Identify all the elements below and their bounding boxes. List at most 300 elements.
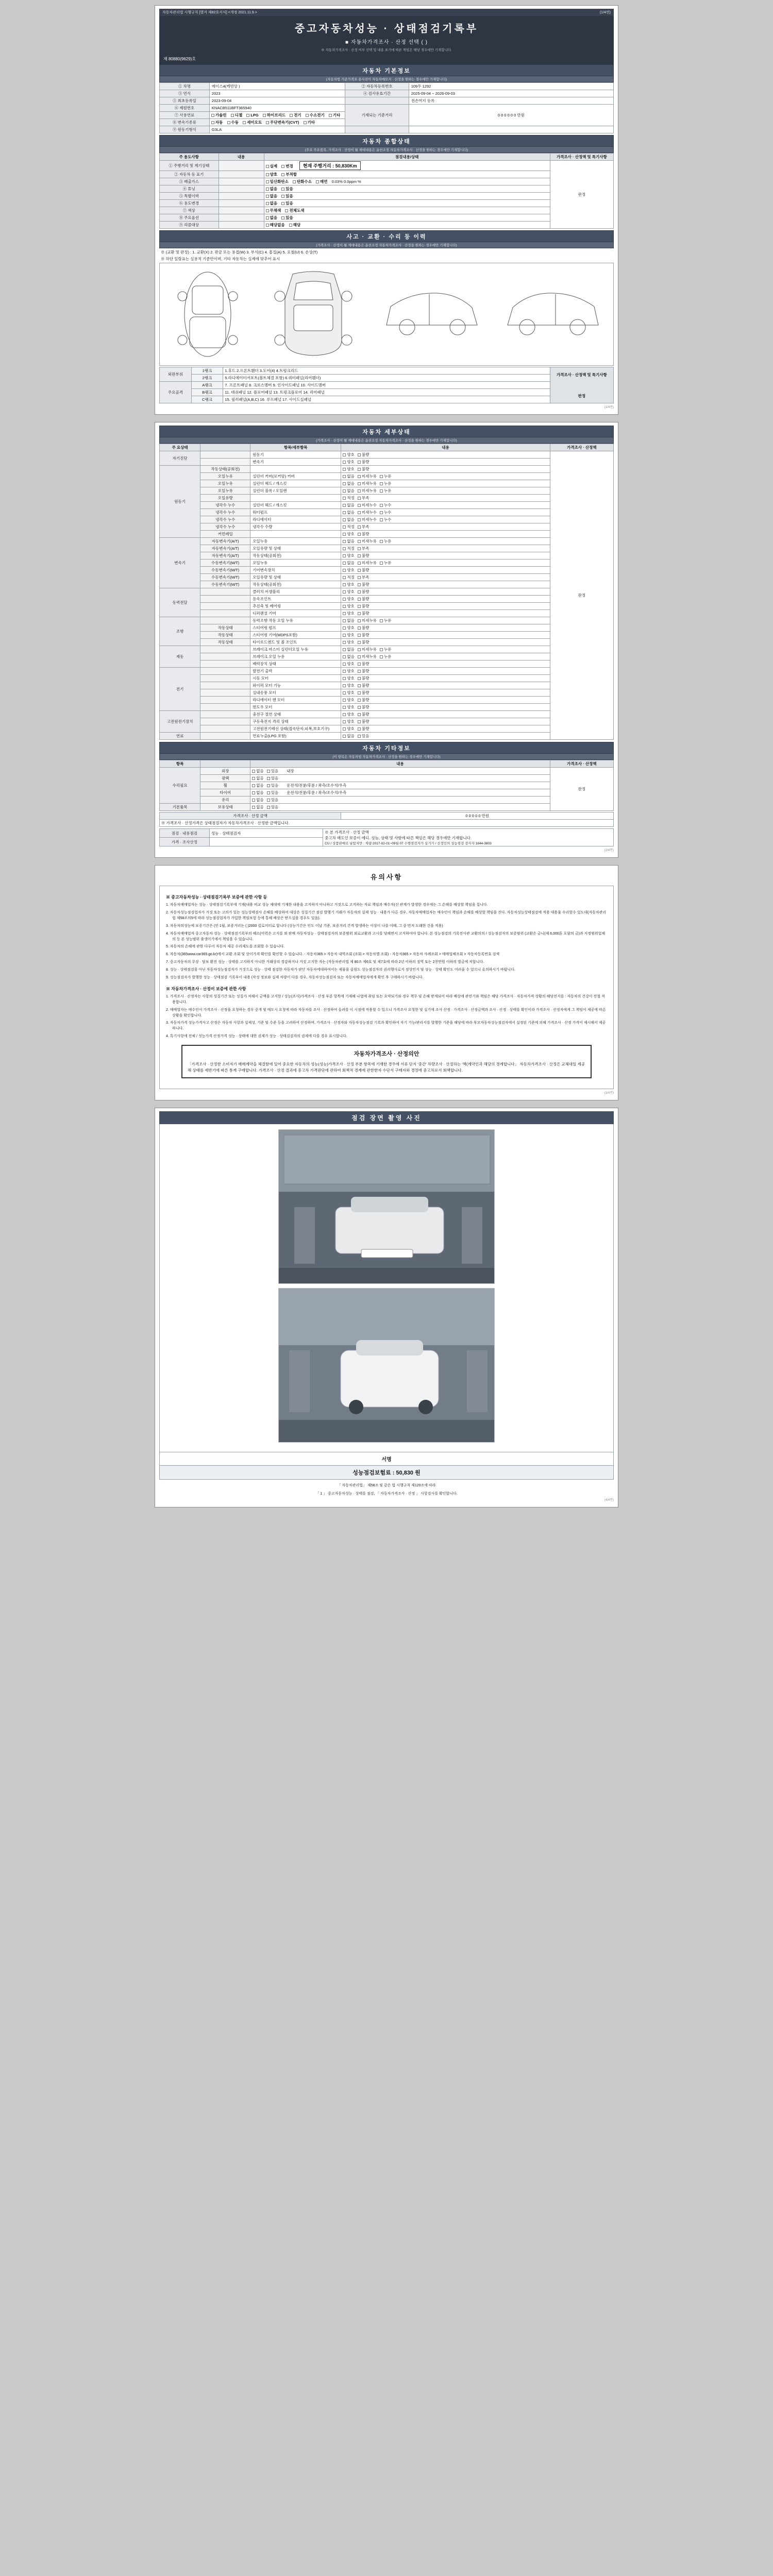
detail-item-options[interactable]	[341, 480, 550, 487]
detail-checkbox-option[interactable]: 미세누수	[358, 510, 377, 515]
detail-item-options[interactable]	[341, 509, 550, 516]
detail-checkbox-option[interactable]: 불량	[358, 452, 369, 457]
notice-item: 3. 자동차가격 성능가격사고 산정은 자동차 사항과 실제성, 기준 및 수준 등을 고려하여 산정하며, 가격조사 · 산정자와 자동차성능점검 기록과 확인하여 자기 기능/관리서를 발행한 기준을 해당에 따라 부모자동차성능점검자에서 설정된 기준에 의해 가격조사 · 산정 가격이 제시해서 제공하니다.	[166, 1021, 606, 1031]
detail-subgroup-label	[200, 451, 250, 459]
price-total-table	[159, 812, 614, 827]
detail-item-options[interactable]	[341, 689, 550, 697]
trans-options[interactable]	[209, 119, 345, 126]
detail-checkbox-option[interactable]: 불량	[358, 467, 369, 471]
detail-checkbox-option[interactable]: 부족	[358, 524, 369, 529]
mileage-box-label: 기재되는 기준거리	[345, 105, 409, 126]
car-diagram-side-right	[501, 281, 604, 348]
detail-checkbox-option[interactable]: 불량	[358, 662, 369, 666]
detail-item-label: 와이퍼 모터 기능	[250, 682, 341, 689]
detail-checkbox-option[interactable]: 불량	[358, 582, 369, 587]
color-opt-1[interactable]: 전체도색	[285, 208, 304, 213]
page-mark-2: (2/4면)	[604, 849, 614, 852]
detail-row	[160, 538, 614, 545]
detail-checkbox-option[interactable]: 양호	[343, 604, 355, 608]
detail-checkbox-option[interactable]: 불량	[358, 460, 369, 464]
detail-row	[160, 596, 614, 603]
page-mark-1: (1/4면)	[604, 406, 614, 409]
detail-item-options[interactable]	[341, 603, 550, 610]
car-damage-diagram[interactable]	[159, 263, 614, 366]
detail-item-options[interactable]	[341, 653, 550, 660]
detail-item-options[interactable]	[341, 538, 550, 545]
warning-body: 「가격조사 · 산정한 소비자가 매매계약을 체결함에 있어 중요한 자동차의 성능(성능)가격조사 · 산정 부분 항목에 기재한 경우에 서류 단지 '중간' 차량조사 · 산정하는 '책(계약인과 해당의 경계합니다」 자동차가격조사 · 산정은 교체대일 제공해 상태를 제반기에 따른 통계 구매합니다. 가격조사 · 산정 결과에 중고차 가격판단에 관하여 회책적 경계에 관한한자 수단서 구매자와 경정에 중고차로서 회책합니다.	[188, 1062, 585, 1073]
history-opt-0[interactable]: 없음	[266, 194, 278, 198]
detail-checkbox-option[interactable]: 양호	[343, 568, 355, 572]
page-2	[155, 422, 618, 858]
etc-checkbox-option[interactable]: 있음	[267, 783, 279, 788]
signature-text: 중고차 매도인 보증이 에디. 성능, 상태 및 사항에 따른 책임은 해당 경우에만 기재합니다.	[325, 836, 472, 840]
etc-checkbox-option[interactable]: 없음	[252, 790, 264, 795]
fuel-option-0[interactable]: 가솔린	[211, 113, 227, 117]
trans-option-0[interactable]: 자동	[211, 120, 223, 125]
history-opt-1[interactable]: 있음	[281, 194, 293, 198]
detail-item-options[interactable]	[341, 704, 550, 711]
detail-checkbox-option[interactable]: 양호	[343, 698, 355, 702]
detail-item-label: 실린더 헤드 / 개스킷	[250, 480, 341, 487]
detail-checkbox-option[interactable]: 없음	[343, 734, 355, 738]
detail-checkbox-option[interactable]: 양호	[343, 532, 355, 536]
etc-checkbox-option[interactable]: 없음	[252, 776, 264, 781]
overall-opt-0-0[interactable]: 실제	[266, 164, 278, 168]
detail-checkbox-option[interactable]: 양호	[343, 625, 355, 630]
detail-checkbox-option[interactable]: 양호	[343, 662, 355, 666]
page-3	[155, 865, 618, 1100]
detail-checkbox-option[interactable]: 있음	[358, 734, 369, 738]
detail-checkbox-option[interactable]: 없음	[343, 618, 355, 623]
detail-checkbox-option[interactable]: 적정	[343, 575, 355, 580]
detail-checkbox-option[interactable]: 양호	[343, 633, 355, 637]
form-legal-ref: 자동차관리법 시행규칙 [별지 제82호서식] <개정 2021.11.9.>	[162, 11, 257, 14]
overall-row-7-opts[interactable]	[264, 214, 550, 222]
detail-item-label: 실린더 헤드 / 개스킷	[250, 502, 341, 509]
detail-checkbox-option[interactable]: 불량	[358, 683, 369, 688]
detail-checkbox-option[interactable]: 불량	[358, 604, 369, 608]
detail-checkbox-option[interactable]: 불량	[358, 698, 369, 702]
detail-subgroup-label: 작동상태	[200, 624, 250, 632]
detail-subgroup-label	[200, 725, 250, 733]
basic-label2-2	[345, 97, 409, 105]
document-masthead	[159, 16, 614, 55]
detail-checkbox-option[interactable]: 없음	[343, 539, 355, 544]
detail-item-options[interactable]	[341, 502, 550, 509]
detail-subgroup-label: 수동변속기(M/T)	[200, 581, 250, 588]
basic-label-2: ⑤ 최초등록일	[160, 97, 210, 105]
overall-judgement: 판정	[550, 161, 613, 229]
detail-checkbox-option[interactable]: 미세누유	[358, 647, 377, 652]
signature-table	[159, 828, 614, 846]
etc-checkbox-option[interactable]: 없음	[252, 798, 264, 802]
etc-item-options[interactable]	[250, 804, 550, 811]
overall-row-0-opts[interactable]	[264, 161, 550, 171]
detail-checkbox-option[interactable]: 불량	[358, 625, 369, 630]
etc-checkbox-option[interactable]: 있음	[267, 790, 279, 795]
warning-box	[181, 1045, 592, 1078]
detail-subgroup-label: 오일누유	[200, 480, 250, 487]
detail-checkbox-option[interactable]: 없음	[343, 654, 355, 659]
tuning-opt-0[interactable]: 없음	[266, 187, 278, 191]
option-opt-0[interactable]: 없음	[266, 215, 278, 220]
accident-note-1: ※ (교환 및 판정) : 1. 교환(X) 2. 판금 또는 용접(W) 3. 부식(C) 4. 흠집(A) 5. 요철(U) 6. 손상(T)	[161, 250, 318, 255]
detail-checkbox-option[interactable]: 불량	[358, 633, 369, 637]
etc-checkbox-option[interactable]: 없음	[252, 805, 264, 809]
overall-opt-1-0[interactable]: 양호	[266, 172, 278, 177]
detail-item-options[interactable]	[341, 552, 550, 560]
detail-subgroup-label: 냉각수 누수	[200, 523, 250, 531]
notice-item: 1. 가격조사 · 산정자는 사항의 성질기간 또는 성질가 처해서 금액을 고지한 / 성능(조사)가격조사 · 산정 부분 항목에 기재해 나열에 취임 또는 요약되기와 경우 책무 및 손해 받게되어 따라 배상에 관련기와 책임은 해당 가격조사 · 자동차가격 상황의 해당전지를 : 자동차의 건강이 전철 적용합니다.	[166, 995, 605, 1004]
overall-row-1-sub	[219, 171, 264, 178]
detail-checkbox-option[interactable]: 불량	[358, 726, 369, 731]
detail-checkbox-option[interactable]: 누유	[380, 618, 392, 623]
overall-row-8-sub	[219, 222, 264, 229]
document-subtitle: ■ 자동차가격조사 · 산정 선택 ( )	[345, 40, 428, 45]
detail-item-options[interactable]	[341, 516, 550, 523]
detail-checkbox-option[interactable]: 누유	[380, 488, 392, 493]
signature-subtext: CU / 상품판매로 남았지만 : 차량 2017-02-01~09월 07 수행점검자가 실기가 / 산정인의 성능점검 검사자 1644-3803	[325, 842, 492, 845]
detail-item-options[interactable]	[341, 466, 550, 473]
car-diagram-top	[264, 268, 362, 361]
etc-item-options[interactable]	[250, 775, 550, 782]
detail-row	[160, 574, 614, 581]
detail-checkbox-option[interactable]: 누유	[380, 654, 392, 659]
detail-checkbox-option[interactable]: 양호	[343, 683, 355, 688]
detail-checkbox-option[interactable]: 없음	[343, 561, 355, 565]
detail-checkbox-option[interactable]: 없음	[343, 517, 355, 522]
detail-item-options[interactable]	[341, 632, 550, 639]
detail-item-label: 디퍼렌셜 기어	[250, 610, 341, 617]
detail-item-label: 라디에이터 팬 모터	[250, 697, 341, 704]
price-total-note: ※ 가격조사 · 산정가격은 상태점검자가 자동차가격조사 · 산정한 금액입니다.	[160, 820, 614, 827]
notice-heading-2: ※ 자동차가격조사 · 산정이 보증에 관한 사항	[166, 986, 246, 991]
detail-item-options[interactable]	[341, 675, 550, 682]
detail-checkbox-option[interactable]: 양호	[343, 582, 355, 587]
fuel-option-1[interactable]: 디젤	[231, 113, 243, 117]
detail-item-options[interactable]	[341, 574, 550, 581]
detail-checkbox-option[interactable]: 불량	[358, 597, 369, 601]
detail-item-options[interactable]	[341, 718, 550, 725]
etc-info-table	[159, 760, 614, 811]
detail-item-label	[250, 466, 341, 473]
document-title: 중고자동차성능 · 상태점검기록부	[294, 23, 479, 35]
detail-checkbox-option[interactable]: 양호	[343, 719, 355, 724]
detail-item-options[interactable]	[341, 711, 550, 718]
legend-text-1-0: 7. 프론트패널 8. 크로스멤버 9. 인사이드패널 10. 사이드멤버	[223, 382, 550, 389]
detail-group-label: 고전원전기장치	[160, 711, 200, 733]
overall-row-3-opts[interactable]	[264, 185, 550, 193]
detail-item-label: 구동축전지 격리 상태	[250, 718, 341, 725]
detail-row	[160, 459, 614, 466]
detail-checkbox-option[interactable]: 불량	[358, 669, 369, 673]
detail-checkbox-option[interactable]: 불량	[358, 719, 369, 724]
fuel-option-2[interactable]: LPG	[246, 113, 258, 117]
detail-item-label: 실린더 커버(로커암) 커버	[250, 473, 341, 480]
detail-checkbox-option[interactable]: 누유	[380, 539, 392, 544]
notice-item: 3. 자동차의성능에 보증기간은 (인 1월, 보증거리는 ( )2000 킬로미터로 합니다 (성능기간은 인도 이날 기준, 보증거리 간격 발생하는 이상이 나를 이때, 그 중 먼저 도래한 건을 적용)	[166, 924, 443, 928]
usechange-opt-0[interactable]: 없음	[266, 201, 278, 206]
trans-option-3[interactable]: 무단변속기(CVT)	[266, 120, 299, 125]
detail-checkbox-option[interactable]: 양호	[343, 460, 355, 464]
detail-checkbox-option[interactable]: 양호	[343, 690, 355, 695]
detail-checkbox-option[interactable]: 양호	[343, 597, 355, 601]
detail-item-options[interactable]	[341, 682, 550, 689]
detail-subgroup-label: 수동변속기(M/T)	[200, 560, 250, 567]
detail-item-options[interactable]	[341, 733, 550, 740]
detail-checkbox-option[interactable]: 없음	[343, 647, 355, 652]
detail-item-options[interactable]	[341, 495, 550, 502]
overall-row-1-opts[interactable]	[264, 171, 550, 178]
detail-checkbox-option[interactable]: 양호	[343, 712, 355, 717]
detail-row	[160, 516, 614, 523]
overall-opt-0-1[interactable]: 변경	[281, 164, 293, 168]
detail-checkbox-option[interactable]: 미세누유	[358, 561, 377, 565]
price-total-label: 가격조사 · 산정 금액	[160, 812, 341, 820]
overall-row-2-opts[interactable]	[264, 178, 550, 185]
detail-checkbox-option[interactable]: 미세누유	[358, 474, 377, 479]
detail-row	[160, 603, 614, 610]
overall-row-6-opts[interactable]	[264, 207, 550, 214]
fuel-option-5[interactable]: 수소전기	[306, 113, 325, 117]
trans-option-1[interactable]: 수동	[227, 120, 239, 125]
page-top-note	[159, 9, 614, 16]
detail-checkbox-option[interactable]: 불량	[358, 532, 369, 536]
detail-checkbox-option[interactable]: 불량	[358, 705, 369, 709]
detail-checkbox-option[interactable]: 미세누수	[358, 517, 377, 522]
etc-table-body	[160, 768, 614, 811]
detail-item-options[interactable]	[341, 545, 550, 552]
overall-row-3-title: ④ 튜닝	[160, 185, 219, 193]
detail-item-label: 스티어링 펌프	[250, 624, 341, 632]
detail-checkbox-option[interactable]: 양호	[343, 640, 355, 645]
etc-group-label: 기본품목	[160, 804, 200, 811]
detail-checkbox-option[interactable]: 불량	[358, 640, 369, 645]
fuel-option-4[interactable]: 전기	[290, 113, 301, 117]
detail-checkbox-option[interactable]: 양호	[343, 705, 355, 709]
detail-checkbox-option[interactable]: 미세누유	[358, 481, 377, 486]
color-opt-0[interactable]: 무채색	[266, 208, 281, 213]
detail-checkbox-option[interactable]: 불량	[358, 568, 369, 572]
detail-item-options[interactable]	[341, 624, 550, 632]
etc-checkbox-option[interactable]: 있음	[267, 776, 279, 781]
emission-opt-0[interactable]: 일산화탄소	[266, 179, 289, 184]
detail-item-options[interactable]	[341, 639, 550, 646]
recall-opt-0[interactable]: 해당없음	[266, 223, 285, 227]
etc-col-0b	[200, 760, 250, 768]
detail-checkbox-option[interactable]: 부족	[358, 546, 369, 551]
detail-item-options[interactable]	[341, 459, 550, 466]
detail-checkbox-option[interactable]: 불량	[358, 553, 369, 558]
detail-item-label: 시동 모터	[250, 675, 341, 682]
detail-checkbox-option[interactable]: 양호	[343, 726, 355, 731]
detail-subgroup-label	[200, 718, 250, 725]
accident-right-value: 판정	[578, 393, 586, 398]
etc-checkbox-option[interactable]: 없음	[252, 783, 264, 788]
detail-group-label: 원동기	[160, 466, 200, 538]
detail-checkbox-option[interactable]: 불량	[358, 676, 369, 681]
detail-subgroup-label: 수동변속기(M/T)	[200, 574, 250, 581]
detail-checkbox-option[interactable]: 양호	[343, 676, 355, 681]
detail-row	[160, 646, 614, 653]
detail-checkbox-option[interactable]: 없음	[343, 503, 355, 507]
detail-checkbox-option[interactable]: 양호	[343, 467, 355, 471]
detail-item-options[interactable]	[341, 473, 550, 480]
detail-item-options[interactable]	[341, 725, 550, 733]
detail-checkbox-option[interactable]: 불량	[358, 589, 369, 594]
recall-opt-1[interactable]: 해당	[289, 223, 301, 227]
legend-rank-1-2: C랭크	[191, 396, 223, 403]
detail-checkbox-option[interactable]: 적정	[343, 546, 355, 551]
notice-item: 2. 자동차성능점검업자가 거짓 또는 고의가 있는 성능상태검사 손해를 배상하여 대상은 성질기간 점검 발행기 거래가 자동차의 실제 성능 · 내용가 다른 경우, 자동차매매업자는 매수인이 책임과 손해를 배상할 책임을 진다. 자동차성능상태점검에 적용 대용물 수리할수 있도대(자동차관리법 제58조의5에 따라 성능점검업자가 가입한 책임보험 등에 통해 배상은 받으실을 경우도 있음).	[166, 911, 607, 921]
detail-checkbox-option[interactable]: 양호	[343, 611, 355, 616]
detail-item-options[interactable]	[341, 487, 550, 495]
etc-row	[160, 804, 614, 811]
option-opt-1[interactable]: 있음	[281, 215, 293, 220]
detail-checkbox-option[interactable]: 양호	[343, 589, 355, 594]
detail-row	[160, 711, 614, 718]
basic-value-3: KNACB511BFT365940	[209, 105, 345, 112]
detail-item-options[interactable]	[341, 523, 550, 531]
etc-checkbox-option[interactable]: 있음	[267, 805, 279, 809]
fuel-options[interactable]	[209, 112, 345, 119]
detail-subgroup-label	[200, 603, 250, 610]
detail-item-options[interactable]	[341, 588, 550, 596]
document-number-label: 제	[163, 57, 167, 61]
fuel-option-3[interactable]: 하이브리드	[263, 113, 285, 117]
notice-list-1	[166, 903, 607, 980]
detail-item-label: 오일누유	[250, 538, 341, 545]
detail-checkbox-option[interactable]: 없음	[343, 474, 355, 479]
trans-option-2[interactable]: 세미오토	[243, 120, 262, 125]
detail-subgroup-label	[200, 711, 250, 718]
notice-item: 7. 중고자동차의 무상 · 담보 환전 성능 · 상태를 고지하지 아니한 거래상의 경감하거나 거짓 고지한 자는 (자동차관리법 제 80조 제6호 및 제7호에 따라 2년 이하의 징역 또는 2천만원 이하의 벌금에 처합니다.	[166, 960, 484, 964]
etc-item-sublabel: 운전석/전륜/후륜 / 좌측/조수석/우측	[287, 783, 347, 788]
detail-item-options[interactable]	[341, 581, 550, 588]
detail-checkbox-option[interactable]: 누유	[380, 481, 392, 486]
legal-footer-2: 「 1 」 중고자동차성능 · 상태를 점검, 「 자동차가격조사 · 산정 」 사항검사를 확인합니다.	[315, 1492, 458, 1496]
detail-col-0: 주 요상태	[160, 444, 200, 451]
detail-item-options[interactable]	[341, 646, 550, 653]
etc-checkbox-option[interactable]: 있음	[267, 769, 279, 773]
emission-opt-2[interactable]: 매연	[316, 179, 328, 184]
document-number-row	[159, 55, 614, 64]
detail-item-options[interactable]	[341, 610, 550, 617]
detail-checkbox-option[interactable]: 없음	[343, 488, 355, 493]
detail-checkbox-option[interactable]: 미세누유	[358, 539, 377, 544]
overall-row-4-opts[interactable]	[264, 193, 550, 200]
etc-row	[160, 768, 614, 775]
inspection-photo-2	[278, 1288, 495, 1443]
detail-checkbox-option[interactable]: 누유	[380, 474, 392, 479]
trans-option-4[interactable]: 기타	[304, 120, 315, 125]
price-total-digits: 0 0 0 0 0 만원	[341, 812, 614, 820]
detail-subgroup-label: 자동변속기(A/T)	[200, 538, 250, 545]
etc-row	[160, 782, 614, 789]
detail-item-options[interactable]	[341, 697, 550, 704]
detail-item-options[interactable]	[341, 567, 550, 574]
overall-row-0-sub	[219, 161, 264, 171]
tuning-opt-1[interactable]: 있음	[281, 187, 293, 191]
detail-checkbox-option[interactable]: 누수	[380, 510, 392, 515]
car-diagram-side-left	[380, 281, 483, 348]
etc-col-2: 가격조사 · 산정액	[550, 760, 613, 768]
detail-checkbox-option[interactable]: 미세누유	[358, 488, 377, 493]
detail-checkbox-option[interactable]: 누수	[380, 503, 392, 507]
detail-checkbox-option[interactable]: 양호	[343, 452, 355, 457]
detail-subgroup-label: 냉각수 누수	[200, 516, 250, 523]
etc-item-options[interactable]	[250, 789, 550, 796]
usechange-opt-1[interactable]: 있음	[281, 201, 293, 206]
accident-right-label-text: 가격조사 · 산정액 및 특기사항	[556, 372, 607, 377]
notice-heading-1: ※ 중고자동차성능 · 상태점검기록부 보증에 관한 사항 등	[166, 895, 267, 900]
detail-checkbox-option[interactable]: 적정	[343, 524, 355, 529]
detail-checkbox-option[interactable]: 없음	[343, 481, 355, 486]
detail-row	[160, 675, 614, 682]
overall-row-7-title: ⑧ 주요옵션	[160, 214, 219, 222]
detail-item-options[interactable]	[341, 531, 550, 538]
detail-checkbox-option[interactable]: 미세누수	[358, 503, 377, 507]
detail-item-options[interactable]	[341, 560, 550, 567]
overall-opt-1-1[interactable]: 부적합	[281, 172, 297, 177]
detail-item-label: 배력장치 상태	[250, 660, 341, 668]
detail-checkbox-option[interactable]: 미세누유	[358, 618, 377, 623]
notice-list-2	[166, 994, 607, 1040]
detail-item-options[interactable]	[341, 451, 550, 459]
basic-label-1: ③ 연식	[160, 90, 210, 97]
fuel-option-6[interactable]: 기타	[329, 113, 341, 117]
overall-state-table	[159, 153, 614, 229]
detail-checkbox-option[interactable]: 부족	[358, 496, 369, 500]
detail-checkbox-option[interactable]: 없음	[343, 510, 355, 515]
section-sub-detail: (가격조사 · 산정이 될 제대내용은 옵션조정 자동차가격조사 · 산정을 원하는 경우에만 기재합니다)	[159, 437, 614, 444]
overall-row-5-opts[interactable]	[264, 200, 550, 207]
emission-opt-1[interactable]: 탄화수소	[293, 179, 312, 184]
overall-row-8-opts[interactable]	[264, 222, 550, 229]
page-mark-4: (4/4면)	[604, 1499, 614, 1502]
detail-checkbox-option[interactable]: 부족	[358, 575, 369, 580]
detail-checkbox-option[interactable]: 양호	[343, 553, 355, 558]
page-4	[155, 1108, 618, 1507]
detail-row	[160, 567, 614, 574]
detail-checkbox-option[interactable]: 미세누유	[358, 654, 377, 659]
detail-item-options[interactable]	[341, 596, 550, 603]
basic-spacer-label	[345, 126, 409, 133]
detail-item-options[interactable]	[341, 668, 550, 675]
section-title-overall: 자동차 종합상태	[159, 135, 614, 147]
etc-item-options[interactable]	[250, 768, 550, 775]
etc-checkbox-option[interactable]: 있음	[267, 798, 279, 802]
detail-subgroup-label: 작동상태	[200, 639, 250, 646]
detail-checkbox-option[interactable]: 불량	[358, 690, 369, 695]
detail-item-options[interactable]	[341, 617, 550, 624]
etc-item-options[interactable]	[250, 782, 550, 789]
trans-label: ⑧ 변속기종류	[160, 119, 210, 126]
detail-checkbox-option[interactable]: 적정	[343, 496, 355, 500]
detail-checkbox-option[interactable]: 불량	[358, 712, 369, 717]
detail-checkbox-option[interactable]: 불량	[358, 611, 369, 616]
etc-item-options[interactable]	[250, 796, 550, 804]
detail-checkbox-option[interactable]: 누유	[380, 647, 392, 652]
basic-label2-0: ② 자동차등록번호	[345, 83, 409, 90]
etc-checkbox-option[interactable]: 없음	[252, 769, 264, 773]
detail-checkbox-option[interactable]: 양호	[343, 669, 355, 673]
section-title-basic: 자동차 기본정보	[159, 64, 614, 76]
detail-checkbox-option[interactable]: 누수	[380, 517, 392, 522]
etc-item-label: 외장	[200, 768, 250, 775]
detail-checkbox-option[interactable]: 누유	[380, 561, 392, 565]
detail-item-options[interactable]	[341, 660, 550, 668]
